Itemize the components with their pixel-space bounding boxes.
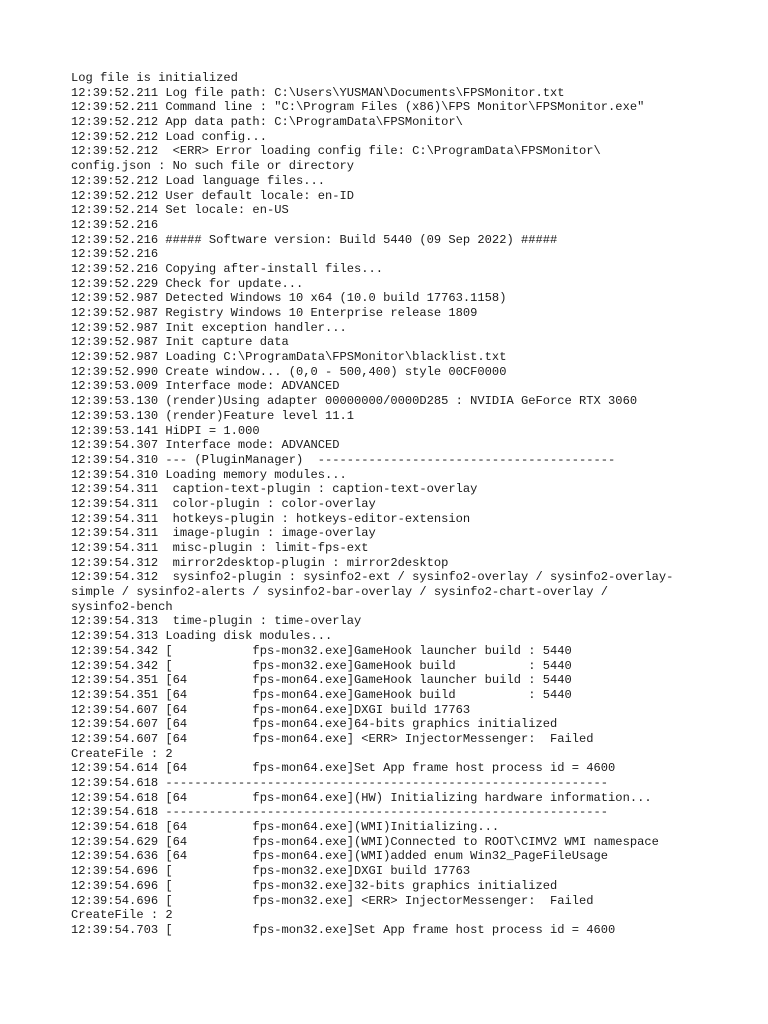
log-line: 12:39:52.212 App data path: C:\ProgramData\FPSMonitor\	[71, 115, 463, 130]
log-line: 12:39:54.618 [64 fps-mon64.exe](HW) Initializing hardware information...	[71, 790, 652, 805]
log-line: 12:39:54.607 [64 fps-mon64.exe]64-bits graphics initialized	[71, 717, 558, 732]
log-line: 12:39:54.629 [64 fps-mon64.exe](WMI)Connected to ROOT\CIMV2 WMI namespace	[71, 834, 659, 849]
log-line: 12:39:54.696 [ fps-mon32.exe]DXGI build 17763	[71, 864, 471, 879]
log-line: 12:39:52.987 Registry Windows 10 Enterprise release 1809	[71, 306, 478, 320]
log-line: Log file is initialized	[71, 71, 238, 85]
log-line: 12:39:52.216 ##### Software version: Build 5440 (09 Sep 2022) #####	[71, 232, 558, 247]
log-line: 12:39:54.607 [64 fps-mon64.exe]DXGI build 17763	[71, 702, 471, 717]
log-line: 12:39:54.618 -------------------------------------------------------------	[71, 805, 609, 820]
log-line: 12:39:52.216 Copying after-install files...	[71, 261, 384, 276]
log-line: 12:39:52.216	[71, 217, 159, 232]
log-line: 12:39:53.009 Interface mode: ADVANCED	[71, 379, 340, 394]
log-line: 12:39:54.703 [ fps-mon32.exe]Set App frame host process id = 4600	[71, 922, 616, 937]
log-line: 12:39:54.351 [64 fps-mon64.exe]GameHook launcher build : 5440	[71, 673, 572, 688]
log-line: 12:39:52.987 Loading C:\ProgramData\FPSMonitor\blacklist.txt	[71, 350, 507, 365]
log-line: 12:39:54.313 Loading disk modules...	[71, 629, 333, 644]
log-line: 12:39:52.212 <ERR> Error loading config file: C:\ProgramData\FPSMonitor\	[71, 144, 601, 159]
log-line: config.json : No such file or directory	[71, 159, 355, 174]
log-line: CreateFile : 2	[71, 746, 173, 761]
log-line: 12:39:52.214 Set locale: en-US	[71, 203, 289, 218]
log-line: 12:39:54.313 time-plugin : time-overlay	[71, 614, 362, 629]
log-line: 12:39:54.636 [64 fps-mon64.exe](WMI)added enum Win32_PageFileUsage	[71, 849, 609, 864]
log-line: 12:39:52.987 Detected Windows 10 x64 (10.0 build 17763.1158)	[71, 291, 507, 306]
log-line: 12:39:54.310 Loading memory modules...	[71, 467, 347, 482]
log-line: CreateFile : 2	[71, 908, 173, 923]
log-line: 12:39:52.987 Init capture data	[71, 335, 289, 350]
log-line: 12:39:52.211 Log file path: C:\Users\YUSMAN\Documents\FPSMonitor.txt	[71, 85, 565, 100]
log-line: 12:39:54.311 hotkeys-plugin : hotkeys-editor-extension	[71, 511, 471, 526]
log-line: 12:39:54.618 [64 fps-mon64.exe](WMI)Initializing...	[71, 820, 500, 835]
log-line: 12:39:54.310 --- (PluginManager) -----------------------------------------	[71, 452, 616, 467]
log-line: 12:39:54.618 -------------------------------------------------------------	[71, 776, 609, 790]
log-line: 12:39:54.311 color-plugin : color-overlay	[71, 496, 376, 511]
log-line: 12:39:53.130 (render)Using adapter 00000000/0000D285 : NVIDIA GeForce RTX 3060	[71, 394, 638, 409]
log-line: sysinfo2-bench	[71, 599, 173, 614]
log-line: 12:39:52.987 Init exception handler...	[71, 320, 347, 335]
log-line: 12:39:54.607 [64 fps-mon64.exe] <ERR> InjectorMessenger: Failed	[71, 731, 594, 746]
log-line: 12:39:54.351 [64 fps-mon64.exe]GameHook build : 5440	[71, 687, 572, 702]
log-line: 12:39:54.342 [ fps-mon32.exe]GameHook build : 5440	[71, 658, 572, 673]
log-line: 12:39:54.342 [ fps-mon32.exe]GameHook launcher build : 5440	[71, 643, 572, 658]
log-line: 12:39:53.130 (render)Feature level 11.1	[71, 408, 355, 423]
log-line: 12:39:54.696 [ fps-mon32.exe] <ERR> InjectorMessenger: Failed	[71, 893, 594, 908]
log-line: 12:39:52.990 Create window... (0,0 - 500,400) style 00CF0000	[71, 364, 507, 379]
log-line: 12:39:54.307 Interface mode: ADVANCED	[71, 438, 340, 453]
log-line: 12:39:54.312 sysinfo2-plugin : sysinfo2-ext / sysinfo2-overlay / sysinfo2-overlay-	[71, 570, 674, 585]
log-line: 12:39:52.212 User default locale: en-ID	[71, 188, 355, 203]
log-line: simple / sysinfo2-alerts / sysinfo2-bar-overlay / sysinfo2-chart-overlay /	[71, 585, 609, 600]
log-line: 12:39:52.229 Check for update...	[71, 276, 304, 291]
log-line: 12:39:52.212 Load language files...	[71, 173, 326, 188]
log-line: 12:39:54.311 caption-text-plugin : caption-text-overlay	[71, 482, 478, 497]
log-line: 12:39:53.141 HiDPI = 1.000	[71, 423, 260, 438]
log-line: 12:39:54.311 image-plugin : image-overlay	[71, 526, 376, 541]
log-text-body	[71, 71, 711, 938]
log-line: 12:39:54.312 mirror2desktop-plugin : mirror2desktop	[71, 555, 449, 570]
log-line: 12:39:52.212 Load config...	[71, 129, 267, 144]
log-line: 12:39:52.211 Command line : "C:\Program Files (x86)\FPS Monitor\FPSMonitor.exe"	[71, 100, 645, 115]
log-line: 12:39:52.216	[71, 247, 159, 262]
log-line: 12:39:54.311 misc-plugin : limit-fps-ext	[71, 541, 369, 555]
log-line: 12:39:54.614 [64 fps-mon64.exe]Set App frame host process id = 4600	[71, 761, 616, 776]
log-line: 12:39:54.696 [ fps-mon32.exe]32-bits graphics initialized	[71, 878, 558, 893]
